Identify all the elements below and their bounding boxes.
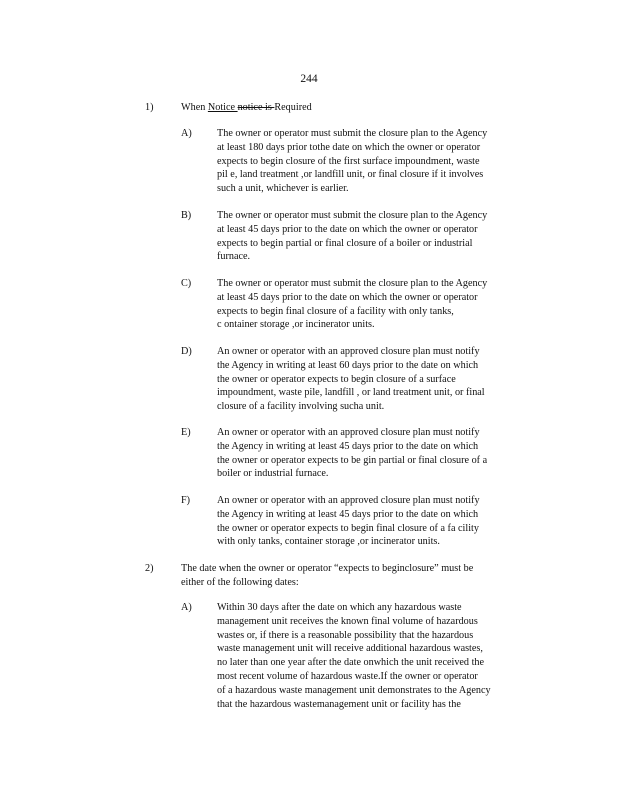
text-line: boiler or industrial furnace.	[217, 468, 329, 480]
text-line: An owner or operator with an approved closure plan must notify	[217, 346, 480, 357]
item-number: F)	[181, 495, 191, 506]
section-heading	[181, 101, 541, 115]
item-number: 1)	[145, 102, 154, 113]
text-line: that the hazardous wastemanagement unit or facility has the	[217, 698, 461, 710]
item-number: A)	[181, 128, 192, 139]
text-line: at least 45 days prior to the date on which the owner or operator	[217, 223, 478, 235]
text-line: furnace.	[217, 251, 251, 263]
heading-deleted-text: notice is	[237, 102, 275, 113]
text-line: expects to begin closure of the first surface impoundment, waste	[217, 155, 480, 167]
paragraph	[217, 426, 537, 481]
paragraph	[217, 277, 537, 332]
paragraph	[217, 209, 537, 264]
item-number: B)	[181, 210, 192, 221]
text-line: The date when the owner or operator “expects to beginclosure” must be	[181, 563, 474, 574]
text-line: the owner or operator expects to be gin partial or final closure of a	[217, 454, 488, 466]
item-number: E)	[181, 427, 191, 438]
item-number: D)	[181, 346, 192, 357]
paragraph	[217, 601, 537, 711]
text-line: An owner or operator with an approved closure plan must notify	[217, 495, 480, 506]
item-number: C)	[181, 278, 192, 289]
text-line: either of the following dates:	[181, 576, 299, 588]
text-line: at least 180 days prior tothe date on which the owner or operator	[217, 141, 481, 153]
text-line: such a unit, whichever is earlier.	[217, 183, 349, 195]
heading-inserted-text: Notice	[207, 102, 238, 113]
paragraph	[181, 562, 541, 590]
paragraph	[217, 494, 537, 549]
text-line: of a hazardous waste management unit demonstrates to the Agency	[217, 684, 491, 696]
text-line: pil e, land treatment ,or landfill unit, or final closure if it involves	[217, 169, 484, 181]
text-line: expects to begin partial or final closure of a boiler or industrial	[217, 237, 473, 249]
text-line: expects to begin final closure of a facility with only tanks,	[217, 305, 454, 317]
text-line: management unit receives the known final volume of hazardous	[217, 615, 478, 627]
text-line: The owner or operator must submit the closure plan to the Agency	[217, 210, 488, 221]
page-number: 244	[300, 73, 318, 85]
text-line: the Agency in writing at least 45 days prior to the date on which	[217, 508, 479, 520]
text-line: wastes or, if there is a reasonable possibility that the hazardous	[217, 629, 474, 641]
text-line: no later than one year after the date onwhich the unit received the	[217, 657, 485, 669]
item-number: A)	[181, 602, 192, 613]
text-line: with only tanks, container storage ,or incinerator units.	[217, 536, 440, 548]
text-line: c ontainer storage ,or incinerator units.	[217, 319, 375, 331]
heading-suffix: Required	[274, 102, 312, 113]
text-line: waste management unit will receive additional hazardous wastes,	[217, 643, 483, 655]
text-line: the Agency in writing at least 45 days prior to the date on which	[217, 440, 479, 452]
text-line: the owner or operator expects to begin closure of a surface	[217, 373, 456, 385]
text-line: The owner or operator must submit the closure plan to the Agency	[217, 278, 488, 289]
paragraph	[217, 345, 537, 414]
text-line: impoundment, waste pile, landfill , or land treatment unit, or final	[217, 387, 485, 399]
paragraph	[217, 127, 537, 196]
text-line: most recent volume of hazardous waste.If the owner or operator	[217, 670, 478, 682]
item-number: 2)	[145, 563, 154, 574]
text-line: at least 45 days prior to the date on which the owner or operator	[217, 291, 478, 303]
text-line: Within 30 days after the date on which any hazardous waste	[217, 602, 462, 613]
text-line: the Agency in writing at least 60 days prior to the date on which	[217, 359, 479, 371]
text-line: the owner or operator expects to begin final closure of a fa cility	[217, 522, 479, 534]
text-line: An owner or operator with an approved closure plan must notify	[217, 427, 480, 438]
text-line: The owner or operator must submit the closure plan to the Agency	[217, 128, 488, 139]
heading-prefix: When	[181, 102, 208, 113]
text-line: closure of a facility involving sucha unit.	[217, 401, 385, 413]
